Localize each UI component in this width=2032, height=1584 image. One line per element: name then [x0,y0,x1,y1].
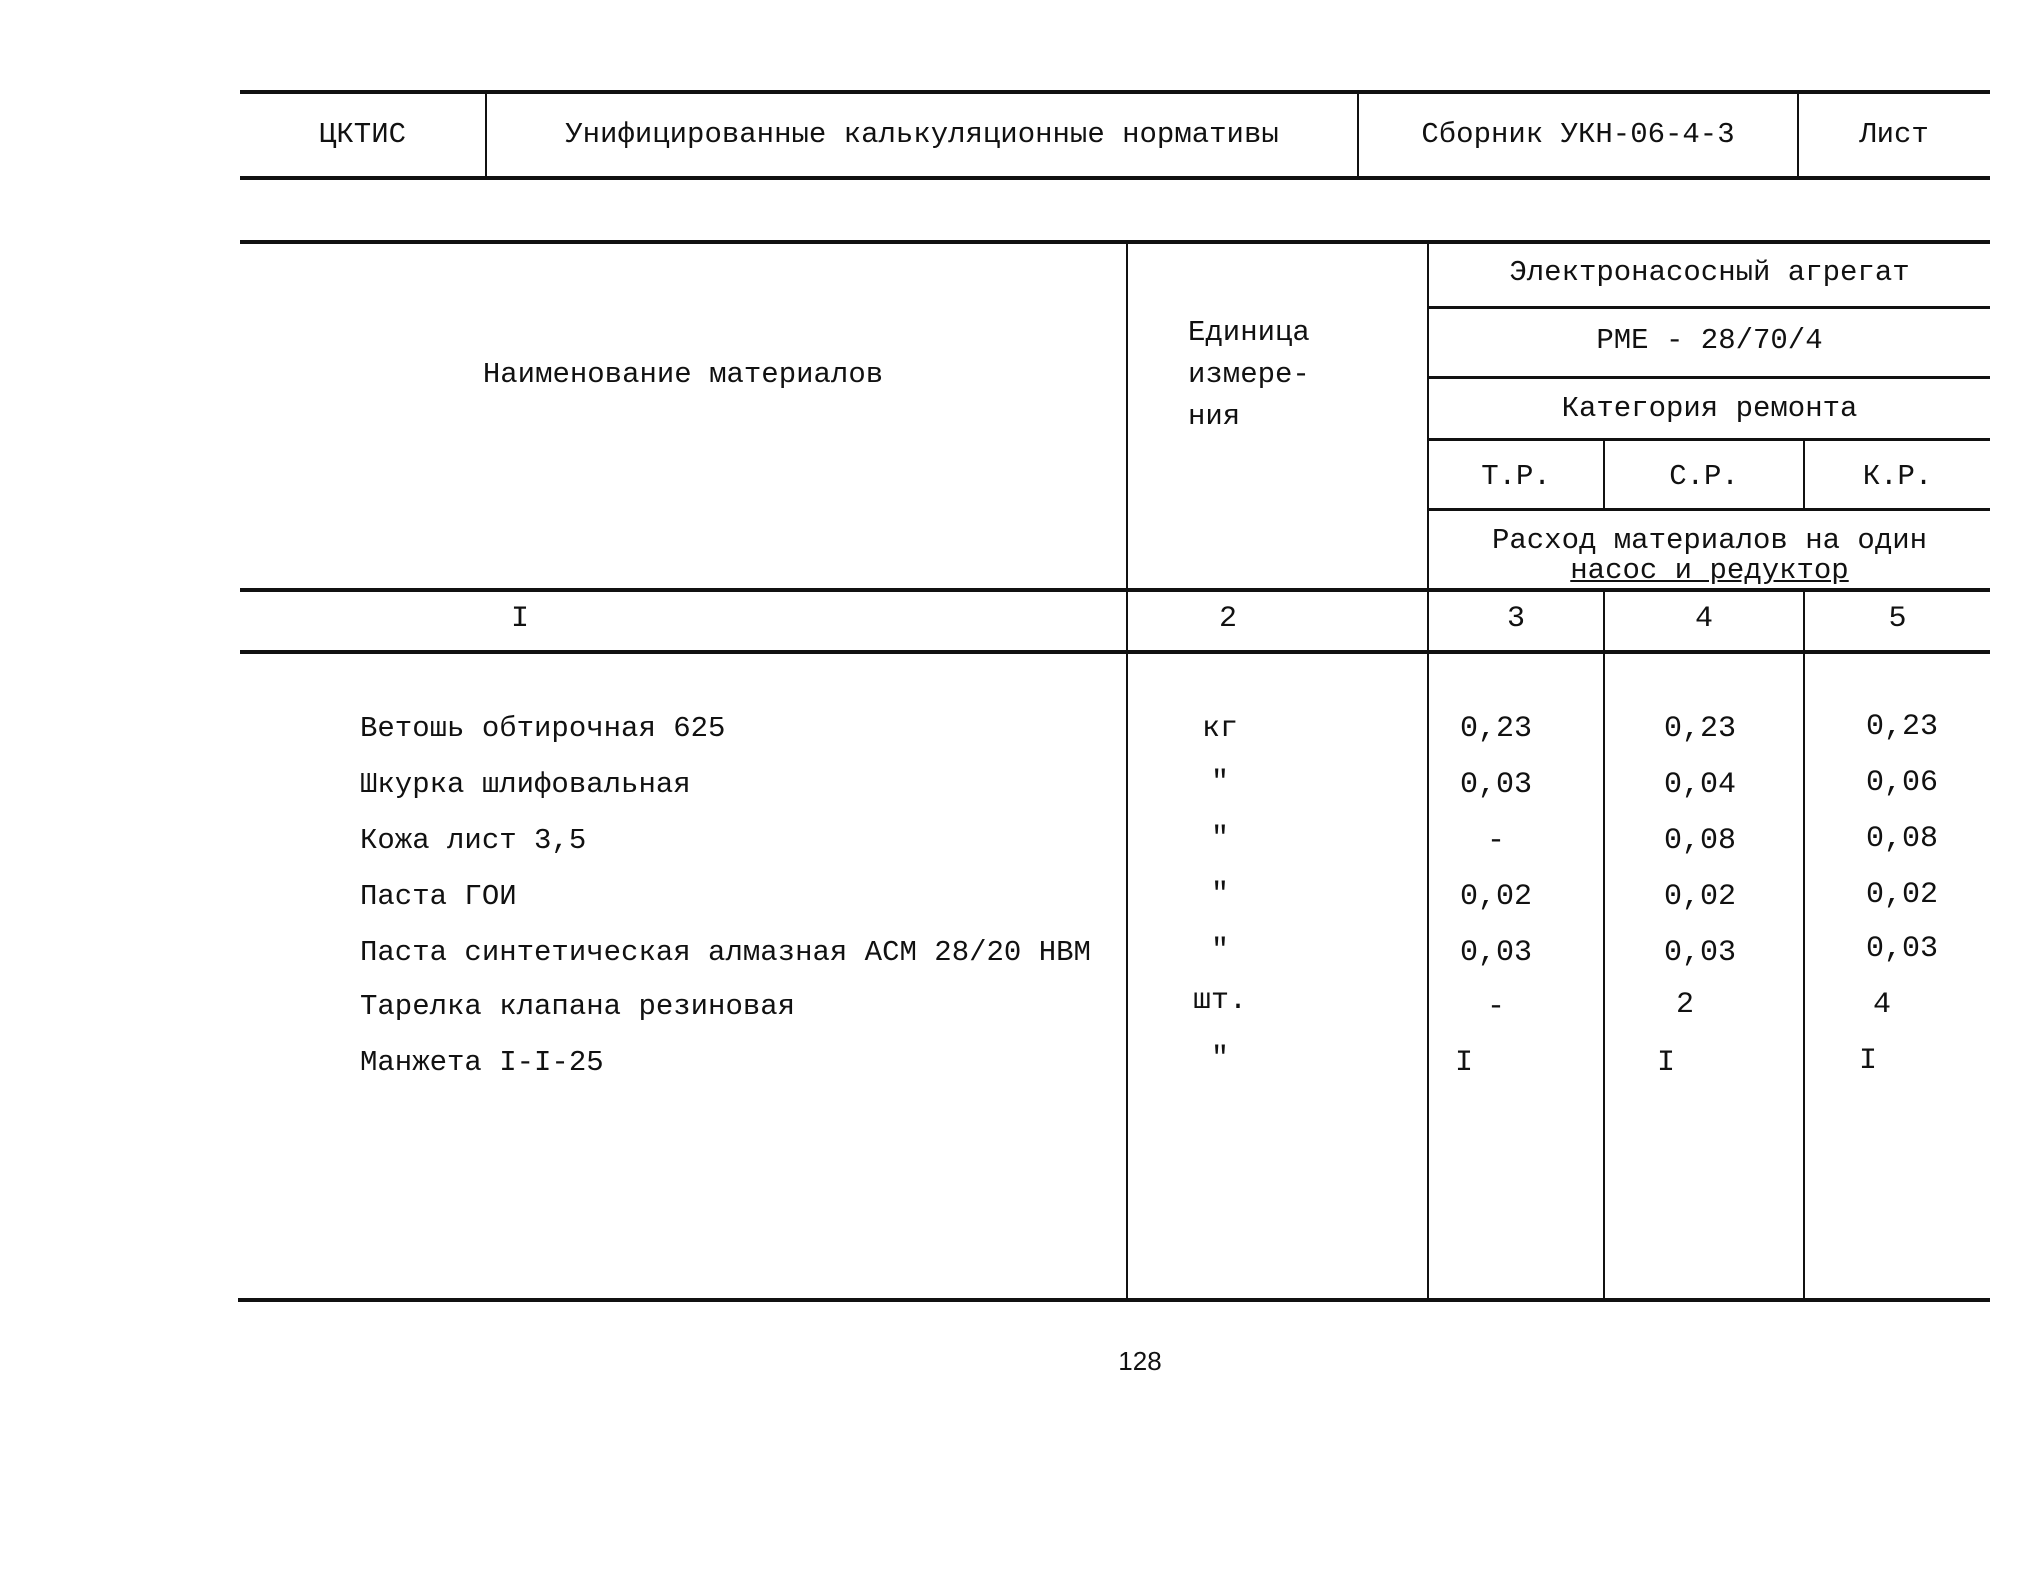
kr-value: 0,08 [1865,822,1938,856]
repair-category-header: Категория ремонта [1561,392,1858,425]
consumption-header-line2: насос и редуктор [1570,554,1849,587]
tr-value: 0,02 [1459,880,1532,914]
column-header-material-name: Наименование материалов [482,358,884,391]
sr-value: 0,04 [1663,768,1736,802]
tr-value: - [1486,824,1505,858]
tr-value: 0,23 [1459,712,1532,746]
column-header-unit-line3: ния [1188,400,1241,433]
material-name: Шкурка шлифовальная [360,768,691,801]
material-name: Кожа лист 3,5 [360,824,587,857]
tr-value: 0,03 [1459,936,1532,970]
sr-value: 0,03 [1663,936,1736,970]
sr-value: 0,02 [1663,880,1736,914]
sr-value: 0,08 [1663,824,1736,858]
column-header-unit-line1: Единица [1188,316,1310,349]
kr-value: 0,03 [1865,932,1938,966]
column-header-unit-line2: измере- [1188,358,1310,391]
material-name: Манжета I-I-25 [360,1046,604,1079]
header-title: Унифицированные калькуляционные нормативы [565,118,1279,151]
consumption-header-line1: Расход материалов на один [1491,524,1928,557]
unit-value: " [1210,1042,1229,1076]
unit-value: " [1210,934,1229,968]
kr-value: 0,23 [1865,710,1938,744]
column-number-1: I [510,602,529,636]
header-org: ЦКТИС [318,118,406,151]
material-name: Ветошь обтирочная 625 [360,712,726,745]
kr-value: 0,06 [1865,766,1938,800]
material-name: Паста синтетическая алмазная АСМ 28/20 НВМ [360,936,1091,969]
tr-value: 0,03 [1459,768,1532,802]
sr-value: I [1656,1046,1675,1080]
kr-value: 4 [1872,988,1891,1022]
unit-value: " [1210,822,1229,856]
header-collection: Сборник УКН-06-4-3 [1421,118,1735,151]
category-kr: К.Р. [1862,460,1933,493]
kr-value: 0,02 [1865,878,1938,912]
column-number-4: 4 [1694,602,1713,636]
unit-value: шт. [1192,984,1247,1018]
tr-value: - [1486,990,1505,1024]
sr-value: 2 [1675,988,1694,1022]
unit-value: " [1210,878,1229,912]
header-sheet: Лист [1859,118,1929,151]
model-label: РМЕ - 28/70/4 [1596,324,1823,357]
category-tr: Т.Р. [1481,460,1551,493]
kr-value: I [1858,1044,1877,1078]
column-number-2: 2 [1218,602,1237,636]
column-number-5: 5 [1888,602,1907,636]
material-name: Паста ГОИ [360,880,517,913]
page-number: 128 [1118,1346,1162,1376]
unit-value: кг [1201,712,1238,746]
sr-value: 0,23 [1663,712,1736,746]
category-sr: С.Р. [1669,460,1739,493]
group-header: Электронасосный агрегат [1509,256,1910,289]
document-header [240,90,1990,180]
material-name: Тарелка клапана резиновая [360,990,796,1023]
unit-value: " [1210,766,1229,800]
column-number-3: 3 [1506,602,1525,636]
tr-value: I [1454,1046,1473,1080]
